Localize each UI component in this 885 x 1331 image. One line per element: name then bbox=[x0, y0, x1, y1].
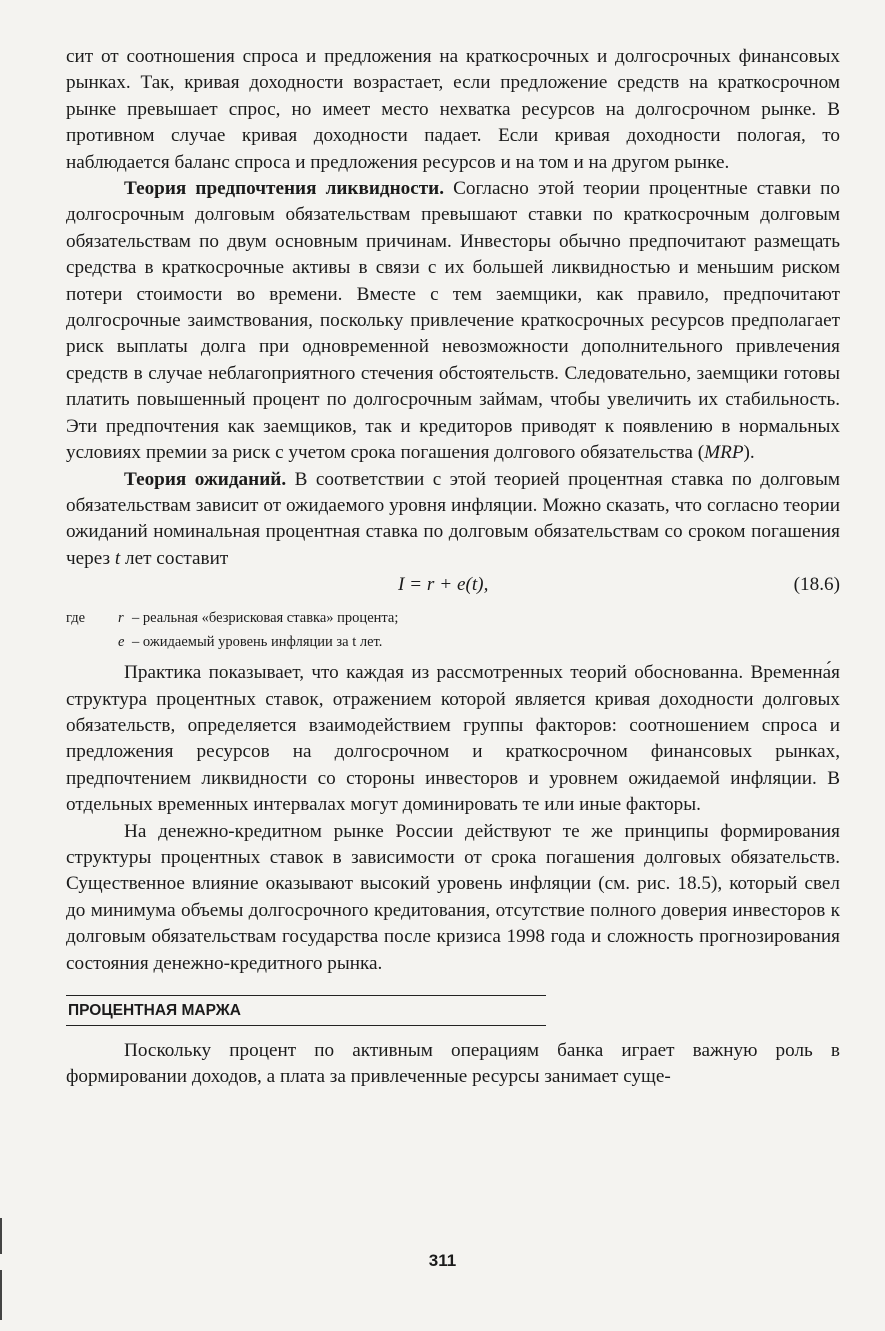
definition-row-r bbox=[66, 606, 840, 630]
definition-text: – ожидаемый уровень инфляции за t лет. bbox=[132, 634, 383, 651]
definition-text: – реальная «безрисковая ставка» процента; bbox=[132, 610, 399, 627]
expectations-theory-end: лет составит bbox=[120, 547, 229, 569]
scan-edge-mark bbox=[0, 1270, 2, 1320]
formula-number: (18.6) bbox=[793, 574, 840, 596]
where-label: где bbox=[66, 610, 86, 627]
paragraph-russia-market: На денежно-кредитном рынке России действуют те же принципы формирования структуры процентных ставок в зависимости от срока погашения долговых обязательств. Существенное влияние оказывают высокий уровень инфляции (см. рис. 18.5), который свел до минимума объемы долгосрочного кредитования, отсутствие полного доверия инвесторов к долговым обязательствам государства после кризиса 1998 года и сложность прогнозирования состояния денежно-кредитного рынка. bbox=[66, 820, 840, 974]
expectations-theory-title: Теория ожиданий. bbox=[124, 468, 287, 490]
definition-symbol: r bbox=[118, 610, 124, 627]
liquidity-theory-text: Согласно этой теории процентные ставки по долгосрочным долговым обязательствам превышают ставки по краткосрочным долговым обязательствам по двум основным причинам. Инвесторы обычно предпочитают размещать средства в краткосрочные активы в связи с их большей ликвидностью и меньшим риском потери стоимости во времени. Вместе с тем заемщики, как правило, предпочитают долгосрочные заимствования, поскольку привлечение краткосрочных ресурсов предполагает риск выплаты долга при одновременной невозможности дополнительного привлечения средств в случае неблагоприятного стечения обстоятельств. Следовательно, заемщики готовы платить повышенный процент по долгосрочным займам, чтобы увеличить их стабильность. Эти предпочтения как заемщиков, так и кредиторов приводят к появлению в нормальных условиях премии за риск с учетом срока погашения долгового обязательства ( bbox=[66, 178, 840, 464]
page-body bbox=[66, 44, 840, 1091]
liquidity-theory-title: Теория предпочтения ликвидности. bbox=[124, 178, 445, 200]
mrp-abbreviation: MRP bbox=[704, 442, 744, 464]
section-heading: ПРОЦЕНТНАЯ МАРЖА bbox=[66, 995, 546, 1026]
formula-expression: I = r + e(t), bbox=[398, 574, 489, 596]
paragraph-supply-demand: сит от соотношения спроса и предложения на краткосрочных и долгосрочных финансовых рынках. Так, кривая доходности возрастает, если предложение средств на краткосрочном рынке превышает спрос, но имеет место нехватка ресурсов на долгосрочном рынке. В противном случае кривая доходности падает. Если кривая доходности пологая, то наблюдается баланс спроса и предложения ресурсов и на том и на другом рынке. bbox=[66, 46, 840, 173]
paragraph-practice: Практика показывает, что каждая из рассмотренных теорий обоснованна. Временна́я структура процентных ставок, отражением которой является кривая доходности долговых обязательств, определяется взаимодействием группы факторов: соотношением спроса и предложения ресурсов на долгосрочном и краткосрочном финансовых рынках, предпочтением ликвидности со стороны инвесторов и уровнем ожидаемой инфляции. В отдельных временных интервалах могут доминировать те или иные факторы. bbox=[66, 662, 840, 816]
paragraph-expectations-theory bbox=[66, 467, 840, 573]
paragraph-interest-margin: Поскольку процент по активным операциям банка играет важную роль в формировании доходов, а плата за привлеченные ресурсы занимает суще- bbox=[66, 1040, 840, 1088]
expectations-theory-text: В соответствии с этой теорией процентная ставка по долговым обязательствам зависит от ожидаемого уровня инфляции. Можно сказать, что согласно теории ожиданий номинальная процентная ставка по долговым обязательствам со сроком погашения через bbox=[66, 468, 840, 569]
paragraph-liquidity-theory bbox=[66, 176, 840, 466]
formula-definitions bbox=[66, 606, 840, 654]
liquidity-theory-end: ). bbox=[743, 442, 755, 464]
formula-18-6 bbox=[66, 572, 840, 600]
variable-t: t bbox=[114, 547, 121, 569]
page-number: 311 bbox=[428, 1251, 457, 1270]
definition-row-e bbox=[66, 630, 840, 654]
definition-symbol: e bbox=[118, 634, 125, 651]
scan-edge-mark bbox=[0, 1218, 2, 1254]
